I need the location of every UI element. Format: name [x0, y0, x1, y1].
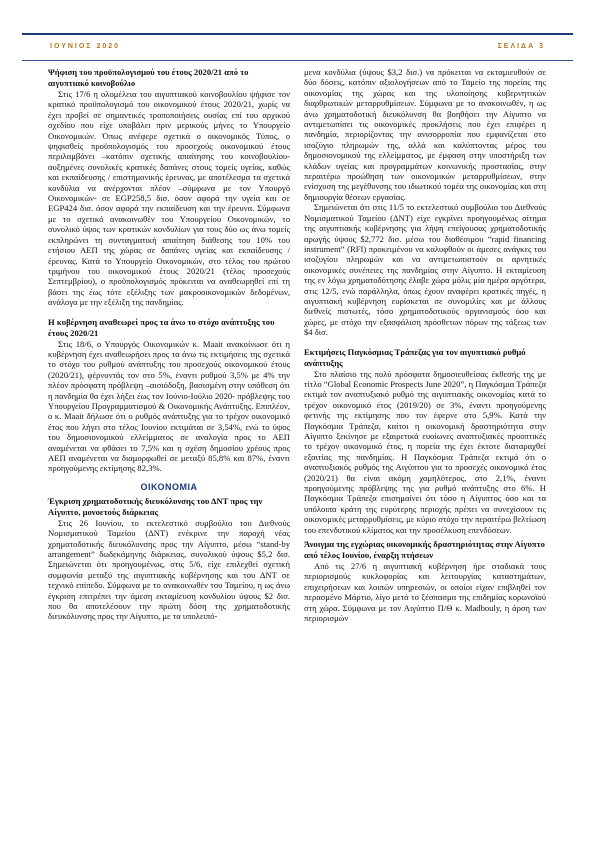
header-top-rule	[22, 33, 573, 35]
reopening-article-body: Από τις 27/6 η αιγυπτιακή κυβέρνηση ήρε σταδιακά τους περιορισμούς κυκλοφορίας και λειτουργίας καταστημάτων, επιχειρήσεων και λοιπών υπηρεσιών, οι οποίοι είχαν επιβληθεί τον περασμένο Μάρτιο, λίγο μετά το ξέσπασμα της επιδημίας κορωνοϊού στη χώρα. Σύμφωνα με τον Αιγύπτιο Π/Θ κ. Madbouly, η άρση των περιορισμών	[304, 561, 546, 624]
right-column	[304, 67, 546, 624]
budget-article-body: Στις 17/6 η ολομέλεια του αιγυπτιακού κοινοβουλίου ψήφισε τον κρατικό προϋπολογισμό του οικονομικού έτους 2020/21, χωρίς να έχει προβεί σε σημαντικές τροποποιήσεις ουσίας επί του αρχικού σχεδίου που είχε υποβάλει πριν μερικούς μήνες το Υπουργείο Οικονομικών. Όπως ανέφερε σχετικά ο οικονομικός Τύπος, ο ψηφισθείς προϋπολογισμός του προσεχούς οικονομικού έτους περιλαμβάνει –κατόπιν σχετικής απαίτησης του κοινοβουλίου- αυξημένες συνολικές κρατικές δαπάνες στους τομείς υγείας, καθώς και εκπαίδευσης / επιστημονικής έρευνας, με αποτέλεσμα τα σχετικά κονδύλια να ανέρχονται πλέον –σύμφωνα με τον Υπουργό Οικονομικών- σε EGP258,5 δισ. όσον αφορά την υγεία και σε EGP424 δισ. όσον αφορά την εκπαίδευση και την έρευνα. Σύμφωνα με το σχετικό ανακοινωθέν του Υπουργείου Οικονομικών, το συνολικό ύψος των κρατικών κονδυλίων για τους δύο ως άνω τομείς εκπληρώνει τη συνταγματική απαίτηση διάθεσης του 10% του ετήσιου ΑΕΠ της χώρας σε δαπάνες υγείας και εκπαίδευσης / έρευνας. Κατά το Υπουργείο Οικονομικών, στο τέλος του πρώτου τριμήνου του οικονομικού έτους 2020/21 (τέλος προσεχούς Σεπτεμβρίου), ο προϋπολογισμός πρόκειται να αναθεωρηθεί επί τη βάσει της έως τότε εξέλιξης των μακροοικονομικών δεδομένων, ανάλογα με την εξέλιξη της πανδημίας.	[48, 89, 290, 308]
reopening-article-title: Άνοιγμα της εγχώριας οικονομικής δραστηριότητας στην Αίγυπτο από τέλος Ιουνίου, έναρξη πτήσεων	[304, 539, 545, 561]
growth-article-body: Στις 18/6, ο Υπουργός Οικονομικών κ. Maait ανακοίνωσε ότι η κυβέρνηση έχει αναθεωρήσει προς τα άνω τις εκτιμήσεις της σχετικά το στόχο του ρυθμού ανάπτυξης του προσεχούς οικονομικού έτους (2020/21), φέρνοντάς τον στο 5%, έναντι ρυθμού 3,5% με 4% την πλέον πρόσφατη πρόβλεψη –αισιόδοξη, βασισμένη στην υπόθεση ότι η πανδημία θα έχει λήξει έως τον Ιούνιο-Ιούλιο 2020- πρόβλεψης του Υπουργείου Προγραμματισμού & Οικονομικής Ανάπτυξης. Επιπλέον, ο κ. Maait δήλωσε ότι ο ρυθμός ανάπτυξης για το τρέχον οικονομικό έτος που λήγει στο τέλος Ιουνίου εκτιμάται σε 3,54%, ενώ το ύψος του δημοσιονομικού ελλείμματος σε αναλογία προς το ΑΕΠ αναμένεται να φθάσει το 7,5% και η σχέση δημοσίου χρέους προς ΑΕΠ αναμένεται να διαμορφωθεί σε μεταξύ 85,8% και 87%, έναντι προηγούμενης εκτίμησης 82,3%.	[48, 338, 290, 474]
header-date: ΙΟΥΝΙΟΣ 2020	[50, 43, 121, 50]
header-page-number: ΣΕΛΙΔΑ 3	[497, 43, 545, 50]
growth-article-title: Η κυβέρνηση αναθεωρεί προς τα άνω το στόχο ανάπτυξης του έτους 2020/21	[48, 316, 275, 338]
imf-article-title: Έγκριση χρηματοδοτικής διευκόλυνσης του ΔΝΤ προς την Αίγυπτο, μονοετούς διάρκειας	[48, 495, 263, 517]
imf-article-body: Στις 26 Ιουνίου, το εκτελεστικό συμβούλιο του Διεθνούς Νομισματικού Ταμείου (ΔΝΤ) ενέκρινε την παροχή νέας χρηματοδοτικής διευκόλυνσης προς την Αίγυπτο, μέσω “stand-by arrangement” δωδεκάμηνης διάρκειας, συνολικού ύψους $5,2 δισ. Σημειώνεται ότι προηγουμένως, στις 5/6, είχε επιλεχθεί σχετική συμφωνία μεταξύ της αιγυπτιακής κυβέρνησης και του ΔΝΤ σε τεχνικό επίπεδο. Σύμφωνα με το ανακοινωθέν του Ταμείου, η ως άνω έγκριση επιτρέπει την άμεση εκταμίευση κονδυλίου ύψους $2 δισ. που θα αποτελέσουν την πρώτη δόση της χρηματοδοτικής διευκόλυνσης προς την Αίγυπτο, με τα υπολειπό-	[48, 517, 290, 622]
world-bank-article-body: Στο πλαίσιο της πολύ πρόσφατα δημοσιευθείσας έκθεσής της με τίτλο “Global Economic Prospects June 2020”, η Παγκόσμια Τράπεζα εκτιμά τον αναπτυξιακό ρυθμό της αιγυπτιακής οικονομίας κατά το τρέχον οικονομικό έτος (2019/20) σε 3%, έναντι προηγούμενης φετινής της εκτίμησης που τον έφερνε στο 5,9%. Κατά την Παγκόσμια Τράπεζα, καίτοι η οικονομική δραστηριότητα στην Αίγυπτο ξεκίνησε με εξαιρετικά ευοίωνες αναπτυξιακές προοπτικές το τρέχον οικονομικό έτος, η πορεία της έχει έκτοτε διαταραχθεί εξαιτίας της πανδημίας. Η Παγκόσμια Τράπεζα εκτιμά ότι ο αναπτυξιακός ρυθμός της Αιγύπτου για το προσεχές οικονομικό έτος (2020/21) θα είναι ακόμη χαμηλότερος, στο 2,1%, έναντι προηγούμενης πρόβλεψης της για ρυθμό ανάπτυξης στο 6%. Η Παγκόσμια Τράπεζα επισημαίνει ότι τόσο η Αίγυπτος όσο και τα υπόλοιπα κράτη της ευρύτερης περιοχής πρέπει να συνεχίσουν τις οικονομικές μεταρρυθμίσεις, με κύριο στόχο την περαιτέρω βελτίωση του επενδυτικού κλίματος και την προσέλκυση επενδύσεων.	[304, 368, 546, 535]
budget-article-title: Ψήφιση του προϋπολογισμού του έτους 2020/21 από το αιγυπτιακό κοινοβούλιο	[48, 67, 249, 88]
imf-article-continued: μενα κονδύλια (ύψους $3,2 δισ.) να πρόκειται να εκταμιευθούν σε δύο δόσεις, κατόπιν αξιολογήσεων από το Ταμείο της πορείας της οικονομίας της χώρας και της υλοποίησης κυβερνητικών διαρθρωτικών μεταρρυθμίσεων. Σύμφωνα με το ανακοινωθέν, η ως άνω χρηματοδοτική διευκόλυνση θα βοηθήσει την Αίγυπτο να αντιμετωπίσει τις οικονομικές προκλήσεις που έχει επιφέρει η πανδημία, περιορίζοντας την ανισορροπία που εμφανίζεται στο ισοζύγιο πληρωμών της, αλλά και καλύπτοντας μέρος του δημοσιονομικού της ελλείμματος, με έμφαση στην υποστήριξη των κλάδων υγείας και προγραμμάτων κοινωνικής προστασίας, στην περαιτέρω προώθηση των οικονομικών μεταρρυθμίσεων, στην ενίσχυση της μεγέθυνσης του ιδιωτικού τομέα της οικονομίας και στη δημιουργία θέσεων εργασίας.	[304, 67, 546, 202]
header-bottom-rule	[22, 60, 573, 61]
left-column	[48, 67, 290, 622]
rfi-paragraph: Σημειώνεται ότι στις 11/5 το εκτελεστικό συμβούλιο του Διεθνούς Νομισματικού Ταμείου (ΔΝΤ) είχε εγκρίνει προηγουμένως αίτημα της αιγυπτιακής κυβέρνησης για λήψη επείγουσας χρηματοδοτικής αρωγής ύψους $2,772 δισ. μέσω του διαθέσιμου “rapid financing instrument” (RFI) προκειμένου να καλυφθούν οι άμεσες ανάγκες του ισοζυγίου πληρωμών και να αντιμετωπιστούν οι αρνητικές οικονομικές συνέπειες της πανδημίας στην Αίγυπτο. Η εκταμίευση της εν λόγω χρηματοδότησης έλαβε χώρα μόλις μία ημέρα αργότερα, στις 12/5, ενώ παράλληλα, όπως έχουν αναφέρει κρατικές πηγές, η αιγυπτιακή κυβέρνηση ευρίσκεται σε συνομιλίες και με άλλους διεθνείς πιστωτές, τόσο χρηματοδοτικούς οργανισμούς όσο και χώρες, με στόχο την εξασφάλιση πρόσθετων πόρων της τάξεως των $4 δισ.	[304, 202, 546, 338]
economy-section-heading: ΟΙΚΟΝΟΜΙΑ	[140, 481, 198, 492]
world-bank-article-title: Εκτιμήσεις Παγκόσμιας Τράπεζας για τον αιγυπτιακό ρυθμό ανάπτυξης	[304, 346, 526, 368]
